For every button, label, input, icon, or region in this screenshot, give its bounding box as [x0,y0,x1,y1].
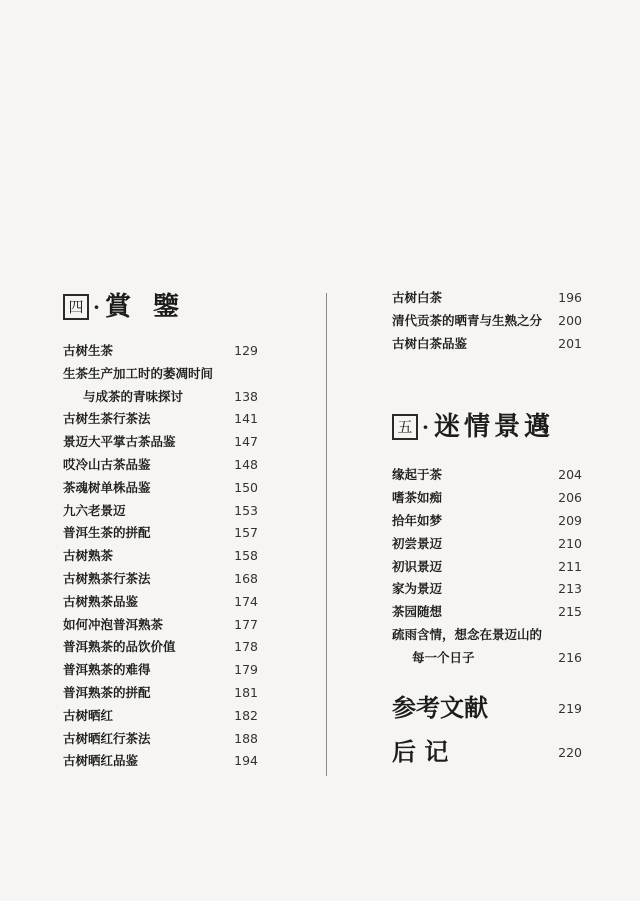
section-title: 迷情景邁 [434,412,555,443]
entry-title: 后 记 [392,736,449,766]
entry-title: 清代贡茶的晒青与生熟之分 [392,312,543,328]
entry-title: 家为景迈 [392,581,443,597]
toc-entry[interactable] [392,487,582,510]
entry-title: 古树生茶行茶法 [63,411,151,427]
entry-title: 初尝景迈 [392,535,443,551]
entry-title: 古树熟茶品鉴 [63,593,139,609]
entry-page: 150 [234,479,258,495]
entry-title: 每一个日子 [412,649,475,665]
entry-page: 201 [558,335,582,351]
entry-title: 茶园随想 [392,604,443,620]
entry-page: 200 [558,312,582,328]
entry-page: 211 [558,558,582,574]
section-title: 賞鑒 [105,292,202,322]
entry-title: 景迈大平掌古茶品鉴 [63,434,176,450]
entry-title: 嗜茶如痴 [392,490,443,506]
entry-page: 219 [558,700,582,716]
toc-entry[interactable] [63,454,258,477]
entry-page: 158 [234,548,258,564]
entry-page: 220 [558,744,582,760]
entry-page: 141 [234,411,258,427]
entry-page: 157 [234,525,258,541]
toc-entry[interactable] [63,431,258,454]
entry-title: 茶魂树单株品鉴 [63,479,151,495]
entry-page: 188 [234,730,258,746]
toc-entry[interactable] [392,310,582,333]
entry-page: 213 [558,581,582,597]
entry-title: 参考文献 [392,692,488,722]
toc-entry[interactable] [63,545,258,568]
entry-title: 生茶生产加工时的萎凋时间 [63,365,214,381]
toc-entry[interactable] [392,510,582,533]
toc-entry[interactable] [392,464,582,487]
entry-title: 古树熟茶行茶法 [63,570,151,586]
entry-page: 179 [234,662,258,678]
entry-title: 古树白茶 [392,290,443,305]
entry-title: 与成茶的青味探讨 [83,388,184,404]
entry-title: 初识景迈 [392,558,443,574]
entry-page: 216 [558,649,582,665]
entry-title: 普洱熟茶的拼配 [63,684,151,700]
entry-page: 129 [234,343,258,358]
entry-title: 古树晒红品鉴 [63,753,139,769]
entry-title: 古树白茶品鉴 [392,335,468,351]
entry-page: 148 [234,456,258,472]
toc-entry-major[interactable] [392,734,582,778]
toc-entry[interactable] [392,578,582,601]
toc-entry[interactable] [63,386,258,409]
entry-title: 疏雨含情，想念在景迈山的 [392,626,543,642]
entry-title: 哎冷山古茶品鉴 [63,456,151,472]
continued-entries [392,287,582,355]
toc-entry[interactable] [392,556,582,579]
toc-entry[interactable] [63,340,258,363]
entry-title: 古树生茶 [63,343,114,358]
heading-dot: · [93,295,100,319]
entry-page: 181 [234,684,258,700]
entry-page: 178 [234,639,258,655]
entry-title: 拾年如梦 [392,512,443,528]
toc-entry[interactable] [392,601,582,624]
section-number-box: 四 [63,294,89,320]
section-4-heading [63,292,258,326]
section-5-heading [392,412,582,446]
entry-page: 209 [558,512,582,528]
toc-entry[interactable] [63,659,258,682]
entry-page: 138 [234,388,258,404]
toc-entry[interactable] [63,682,258,705]
toc-entry[interactable] [63,750,258,773]
entry-page: 196 [558,290,582,305]
toc-entry[interactable] [63,568,258,591]
back-matter [392,690,582,778]
toc-entry[interactable] [392,624,582,647]
entry-page: 206 [558,490,582,506]
entry-page: 153 [234,502,258,518]
entry-title: 古树晒红 [63,707,114,723]
heading-dot: · [422,415,429,440]
toc-entry[interactable] [63,728,258,751]
entry-page: 215 [558,604,582,620]
toc-entry[interactable] [63,477,258,500]
entry-page: 174 [234,593,258,609]
section-4-column [63,292,258,773]
entry-title: 九六老景迈 [63,502,126,518]
toc-entry[interactable] [392,647,582,670]
toc-entry[interactable] [63,522,258,545]
entry-title: 古树熟茶 [63,548,114,564]
toc-entry[interactable] [392,333,582,356]
toc-entry[interactable] [63,614,258,637]
entry-page: 168 [234,570,258,586]
entry-title: 古树晒红行茶法 [63,730,151,746]
section-number-box: 五 [392,414,418,440]
entry-page: 182 [234,707,258,723]
entry-page: 210 [558,535,582,551]
toc-entry[interactable] [63,363,258,386]
entry-title: 缘起于茶 [392,467,443,483]
entry-page: 194 [234,753,258,769]
section-5-entries [392,464,582,669]
entry-title: 普洱熟茶的难得 [63,662,151,678]
entry-title: 如何冲泡普洱熟茶 [63,616,164,632]
entry-page: 204 [558,467,582,483]
toc-entry-major[interactable] [392,690,582,734]
toc-entry[interactable] [63,591,258,614]
entry-page: 177 [234,616,258,632]
toc-entry[interactable] [63,408,258,431]
right-column [392,287,582,778]
toc-entry[interactable] [63,636,258,659]
toc-entry[interactable] [63,500,258,523]
toc-entry[interactable] [63,705,258,728]
column-divider [326,293,327,776]
toc-entry[interactable] [392,533,582,556]
toc-entry[interactable] [392,287,582,310]
entry-title: 普洱生茶的拼配 [63,525,151,541]
section-4-entries [63,340,258,773]
entry-title: 普洱熟茶的品饮价值 [63,639,176,655]
entry-page: 147 [234,434,258,450]
